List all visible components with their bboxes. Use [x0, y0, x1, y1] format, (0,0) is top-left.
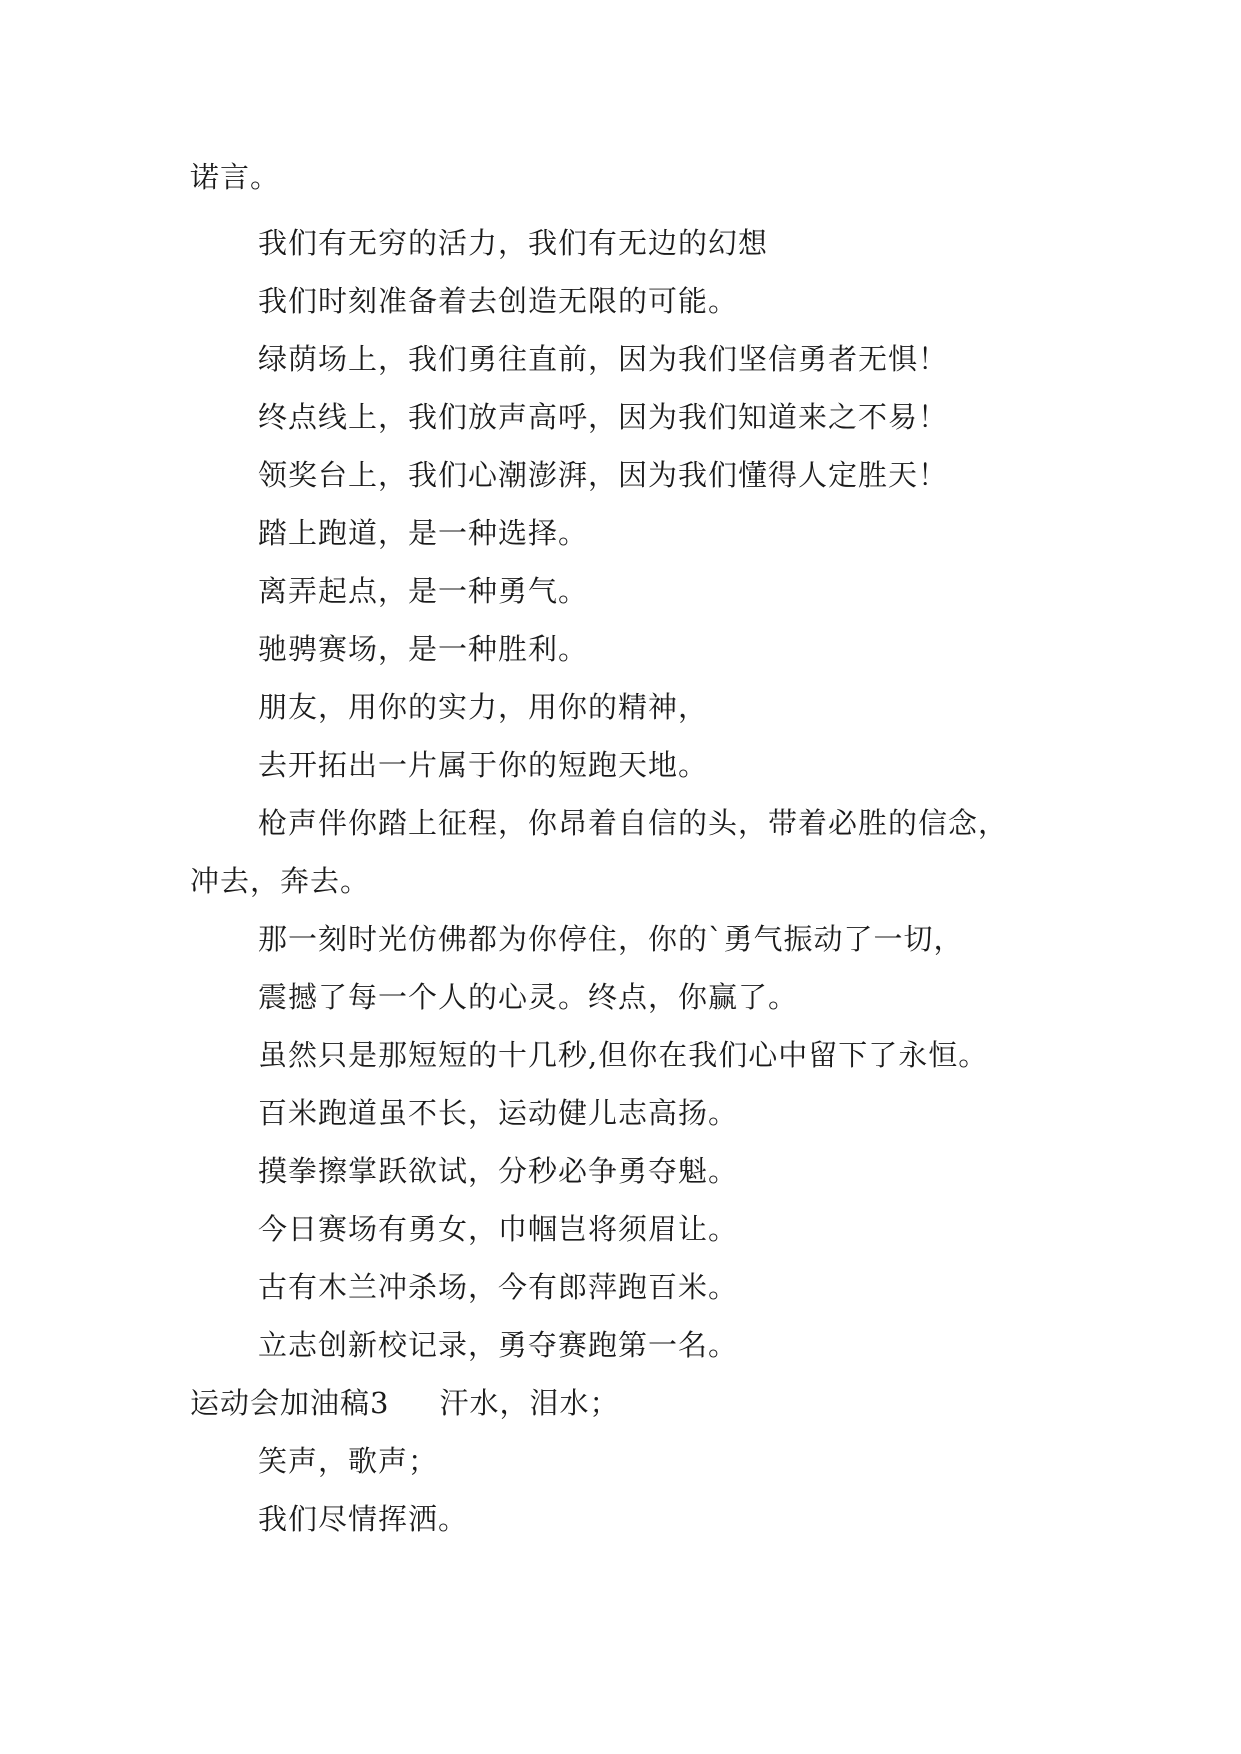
section-heading-line [190, 1386, 619, 1420]
text-line: 离弄起点，是一种勇气。 [258, 574, 589, 608]
text-line: 虽然只是那短短的十几秒,但你在我们心中留下了永恒。 [258, 1038, 989, 1072]
text-line: 摸拳擦掌跃欲试，分秒必争勇夺魁。 [258, 1154, 739, 1188]
text-line: 终点线上，我们放声高呼，因为我们知道来之不易！ [258, 400, 949, 434]
text-line: 去开拓出一片属于你的短跑天地。 [258, 748, 709, 782]
text-line: 笑声，歌声； [258, 1444, 439, 1478]
text-line: 那一刻时光仿佛都为你停住，你的`勇气振动了一切， [258, 922, 964, 956]
text-line: 诺言。 [190, 160, 281, 194]
text-line: 我们有无穷的活力，我们有无边的幻想 [258, 226, 769, 260]
text-line: 驰骋赛场，是一种胜利。 [258, 632, 589, 666]
text-line: 今日赛场有勇女，巾帼岂将须眉让。 [258, 1212, 739, 1246]
section-heading-tail: 汗水，泪水； [439, 1386, 620, 1420]
text-line: 古有木兰冲杀场，今有郎萍跑百米。 [258, 1270, 739, 1304]
text-line: 朋友，用你的实力，用你的精神， [258, 690, 709, 724]
text-line: 枪声伴你踏上征程，你昂着自信的头，带着必胜的信念， [258, 806, 1009, 840]
section-heading: 运动会加油稿3 [190, 1386, 390, 1420]
text-line: 领奖台上，我们心潮澎湃，因为我们懂得人定胜天！ [258, 458, 949, 492]
text-line: 百米跑道虽不长，运动健儿志高扬。 [258, 1096, 739, 1130]
text-line: 踏上跑道，是一种选择。 [258, 516, 589, 550]
text-line: 冲去，奔去。 [190, 864, 371, 898]
text-line: 我们时刻准备着去创造无限的可能。 [258, 284, 739, 318]
text-line: 立志创新校记录，勇夺赛跑第一名。 [258, 1328, 739, 1362]
text-line: 震撼了每一个人的心灵。终点，你赢了。 [258, 980, 799, 1014]
text-line: 我们尽情挥洒。 [258, 1502, 469, 1536]
text-line: 绿荫场上，我们勇往直前，因为我们坚信勇者无惧！ [258, 342, 949, 376]
